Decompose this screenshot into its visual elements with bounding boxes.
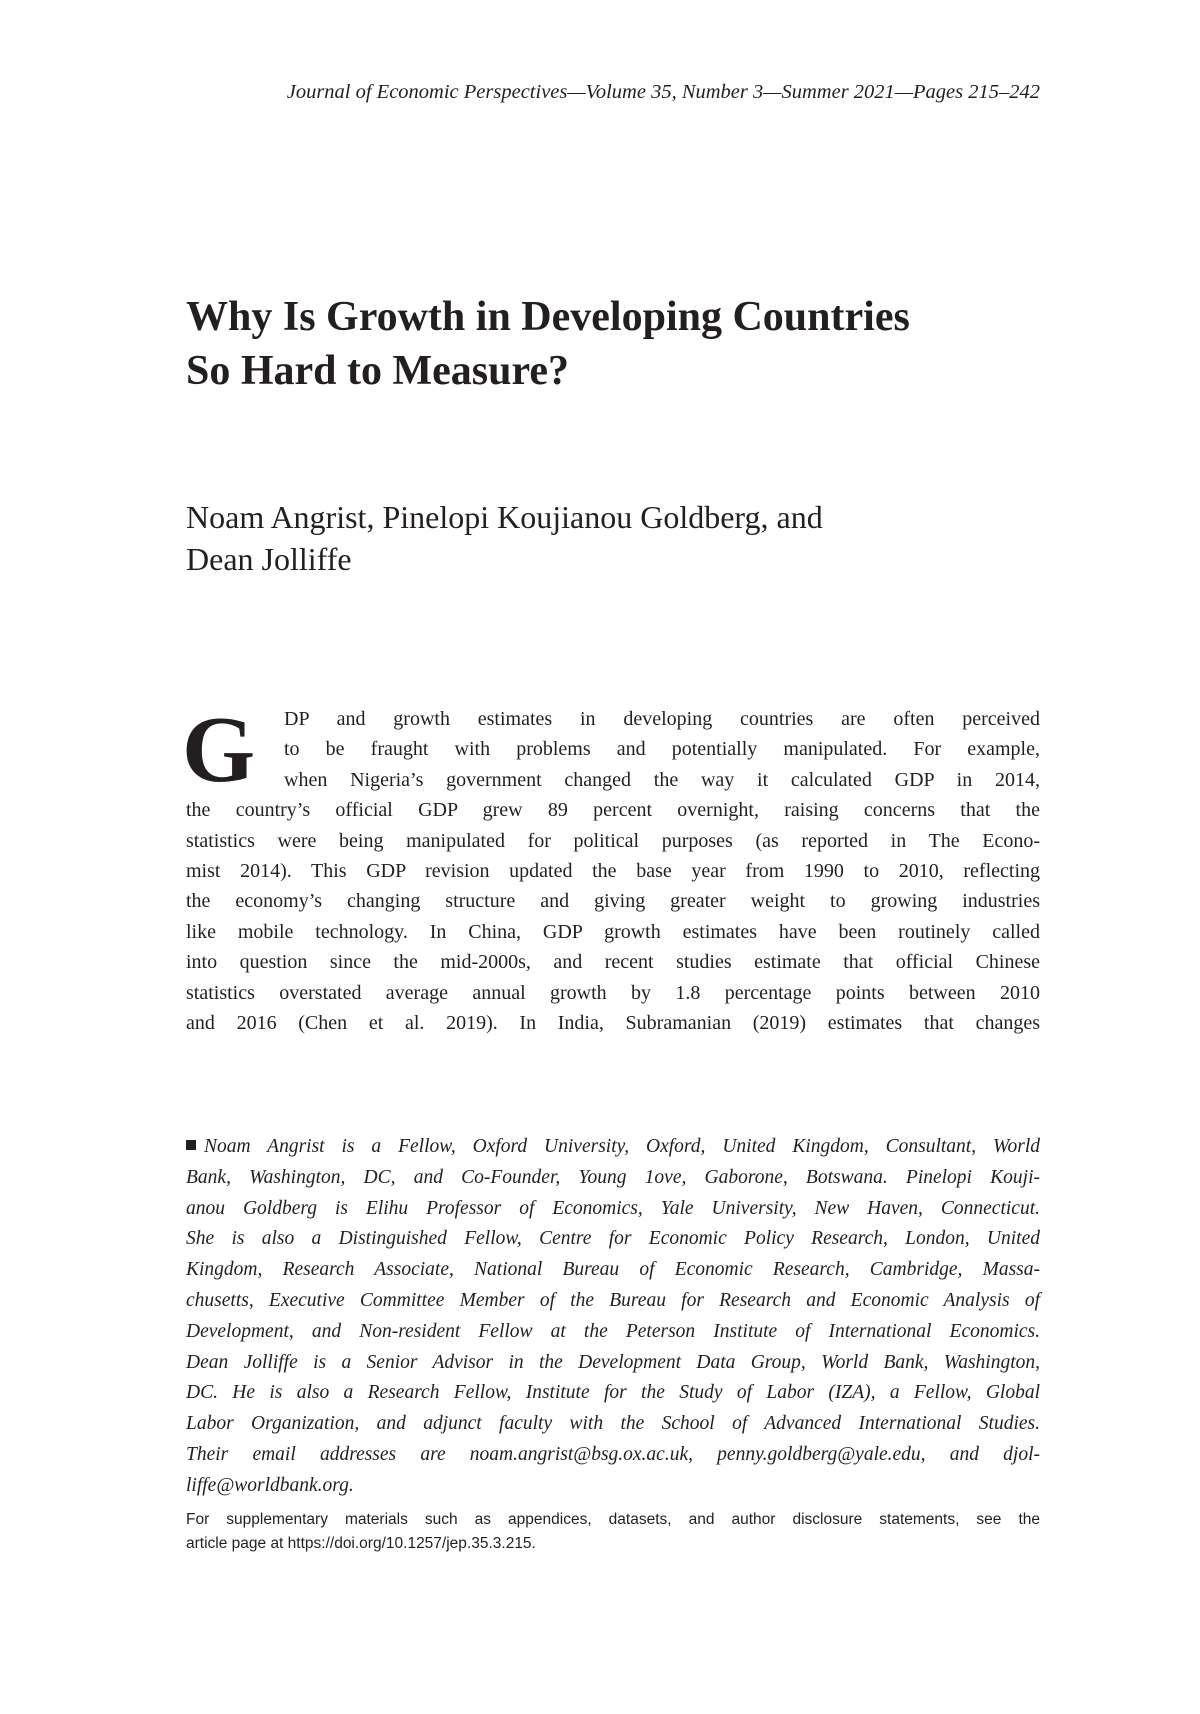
body-line: statistics overstated average annual growth by 1.8 percentage points between 2010 [186, 981, 1040, 1004]
body-paragraph [182, 698, 1040, 1038]
footnote-line: Labor Organization, and adjunct faculty with the School of Advanced International Studies. [186, 1413, 1040, 1435]
body-line: mist 2014). This GDP revision updated the base year from 1990 to 2010, reflecting [186, 860, 1040, 883]
footnote-line: She is also a Distinguished Fellow, Centre for Economic Policy Research, London, United [186, 1228, 1040, 1250]
running-head: Journal of Economic Perspectives—Volume 35, Number 3—Summer 2021—Pages 215–242 [286, 81, 1040, 103]
title-line: So Hard to Measure? [186, 348, 570, 394]
footnote-line: chusetts, Executive Committee Member of the Bureau for Research and Economic Analysis of [186, 1289, 1040, 1311]
author-line: Noam Angrist, Pinelopi Koujianou Goldberg, and [186, 499, 823, 535]
footnote-line: DC. He is also a Research Fellow, Institute for the Study of Labor (IZA), a Fellow, Global [186, 1382, 1040, 1404]
title-line: Why Is Growth in Developing Countries [186, 294, 910, 340]
body-line: when Nigeria’s government changed the way it calculated GDP in 2014, [284, 768, 1040, 791]
author-list [186, 496, 1066, 580]
author-footnote [186, 1132, 1040, 1502]
footnote-line: anou Goldberg is Elihu Professor of Economics, Yale University, New Haven, Connecticut. [186, 1197, 1040, 1219]
footnote-line [186, 1132, 1040, 1163]
footnote-line: Kingdom, Research Associate, National Bureau of Economic Research, Cambridge, Massa- [186, 1259, 1040, 1281]
body-line: and 2016 (Chen et al. 2019). In India, Subramanian (2019) estimates that changes [186, 1012, 1040, 1035]
supplement-line: article page at https://doi.org/10.1257/jep.35.3.215. [186, 1535, 536, 1552]
drop-cap: G [182, 698, 256, 802]
body-line: statistics were being manipulated for political purposes (as reported in The Econo- [186, 829, 1040, 852]
supplementary-note [186, 1508, 1040, 1556]
author-line: Dean Jolliffe [186, 541, 352, 577]
footnote-line-text: Noam Angrist is a Fellow, Oxford University, Oxford, United Kingdom, Consultant, World [204, 1136, 1040, 1157]
body-line: the economy’s changing structure and giving greater weight to growing industries [186, 890, 1040, 913]
footnote-line: Their email addresses are noam.angrist@bsg.ox.ac.uk, penny.goldberg@yale.edu, and djol- [186, 1443, 1040, 1465]
supplement-line: For supplementary materials such as appendices, datasets, and author disclosure statements, see the [186, 1511, 1040, 1528]
article-title [186, 290, 1066, 398]
body-line: DP and growth estimates in developing countries are often perceived [284, 708, 1040, 730]
footnote-line: Development, and Non-resident Fellow at the Peterson Institute of International Economics. [186, 1320, 1040, 1342]
footnote-line: liffe@worldbank.org. [186, 1474, 354, 1496]
body-line: like mobile technology. In China, GDP growth estimates have been routinely called [186, 920, 1040, 943]
footnote-square-icon [186, 1140, 196, 1150]
footnote-line: Bank, Washington, DC, and Co-Founder, Young 1ove, Gaborone, Botswana. Pinelopi Kouji- [186, 1166, 1040, 1188]
body-line: into question since the mid-2000s, and recent studies estimate that official Chinese [186, 951, 1040, 974]
body-line: to be fraught with problems and potentially manipulated. For example, [284, 738, 1040, 761]
body-line: the country’s official GDP grew 89 percent overnight, raising concerns that the [186, 799, 1040, 822]
footnote-line: Dean Jolliffe is a Senior Advisor in the Development Data Group, World Bank, Washington, [186, 1351, 1040, 1373]
